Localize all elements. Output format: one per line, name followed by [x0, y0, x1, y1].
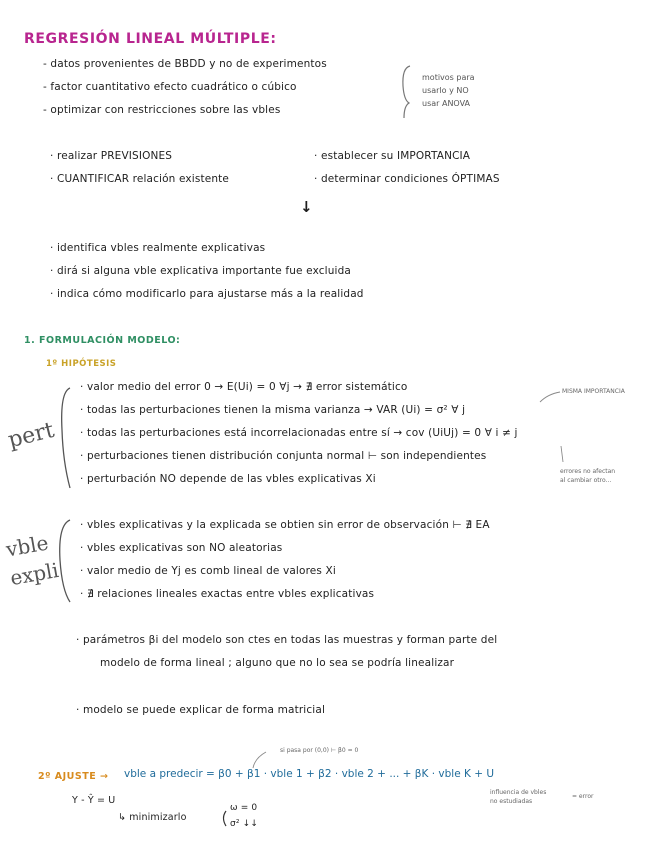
line-cambiar-note: [561, 446, 563, 462]
brace-motivos: [403, 66, 410, 118]
goal-right-1: · establecer su IMPORTANCIA: [314, 150, 471, 162]
intro-item-2: - factor cuantitativo efecto cuadrático o cúbico: [43, 81, 297, 93]
pert-item-1: · valor medio del error 0 → E(Ui) = 0 ∀j → ∄ error sistemático: [80, 381, 408, 393]
pert-item-5: · perturbación NO depende de las vbles explicativas Xi: [80, 473, 376, 485]
goal-right-2: · determinar condiciones ÓPTIMAS: [314, 173, 500, 185]
vble-label-1: vble: [4, 530, 51, 562]
params-line-1: · parámetros βi del modelo son ctes en todas las muestras y forman parte del: [76, 634, 498, 646]
outcome-3: · indica cómo modificarlo para ajustarse más a la realidad: [50, 288, 364, 300]
note-cambiar-1: errores no afectan: [560, 468, 616, 475]
note-influence-1: influencia de vbles: [490, 789, 547, 796]
minimize: ↳ minimizarlo: [118, 812, 187, 823]
params-line-2: modelo de forma lineal ; alguno que no lo sea se podría linealizar: [100, 657, 455, 669]
pert-label: pert: [5, 417, 57, 454]
vble-item-1: · vbles explicativas y la explicada se obtien sin error de observación ⊢ ∄ EA: [80, 519, 490, 531]
pert-item-3: · todas las perturbaciones está incorrelacionadas entre sí → cov (UiUj) = 0 ∀ i ≠ j: [80, 427, 518, 439]
residual: Y - Ŷ = U: [72, 795, 116, 806]
motivos-note-2: usarlo y NO: [422, 86, 469, 95]
section-1-title: 1. FORMULACIÓN MODELO:: [24, 335, 181, 346]
intro-item-3: - optimizar con restricciones sobre las vbles: [43, 104, 281, 116]
pert-item-4: · perturbaciones tienen distribución conjunta normal ⊢ son independientes: [80, 450, 487, 462]
line-origin-note: [253, 752, 266, 768]
ajuste-label: 2º AJUSTE →: [38, 771, 109, 782]
note-misma-importancia: MISMA IMPORTANCIA: [562, 388, 625, 395]
motivos-note-3: usar ANOVA: [422, 99, 471, 108]
vble-item-4: · ∄ relaciones lineales exactas entre vbles explicativas: [80, 588, 375, 600]
outcome-2: · dirá si alguna vble explicativa importante fue excluida: [50, 265, 352, 277]
page-title: REGRESIÓN LINEAL MÚLTIPLE:: [24, 31, 277, 47]
note-error: = error: [572, 793, 594, 800]
min-condition-1: ω = 0: [230, 803, 258, 813]
vble-item-3: · valor medio de Yj es comb lineal de valores Xi: [80, 565, 336, 577]
brace-vble: [60, 520, 70, 602]
goal-left-1: · realizar PREVISIONES: [50, 150, 173, 162]
note-cambiar-2: al cambiar otro...: [560, 477, 612, 484]
line-importance-note: [540, 392, 560, 402]
intro-item-1: - datos provenientes de BBDD y no de experimentos: [43, 58, 327, 70]
note-origin: si pasa por (0,0) ⊢ β0 = 0: [280, 747, 359, 754]
note-influence-2: no estudiadas: [490, 798, 533, 805]
vble-item-2: · vbles explicativas son NO aleatorias: [80, 542, 283, 554]
regression-formula: vble a predecir = β0 + β1 · vble 1 + β2 · vble 2 + ... + βK · vble K + U: [124, 768, 495, 780]
hipotesis-title: 1º HIPÓTESIS: [46, 359, 117, 369]
down-arrow-icon: ↓: [300, 198, 313, 216]
outcome-1: · identifica vbles realmente explicativas: [50, 242, 266, 254]
vble-label-2: expli: [8, 557, 61, 591]
goal-left-2: · CUANTIFICAR relación existente: [50, 173, 230, 185]
pert-item-2: · todas las perturbaciones tienen la misma varianza → VAR (Ui) = σ² ∀ j: [80, 404, 466, 416]
brace-pert: [62, 388, 70, 488]
motivos-note-1: motivos para: [422, 73, 475, 82]
min-condition-2: σ² ↓↓: [230, 819, 259, 829]
matrix-line: · modelo se puede explicar de forma matricial: [76, 704, 326, 716]
brace-minimize: [224, 811, 227, 826]
